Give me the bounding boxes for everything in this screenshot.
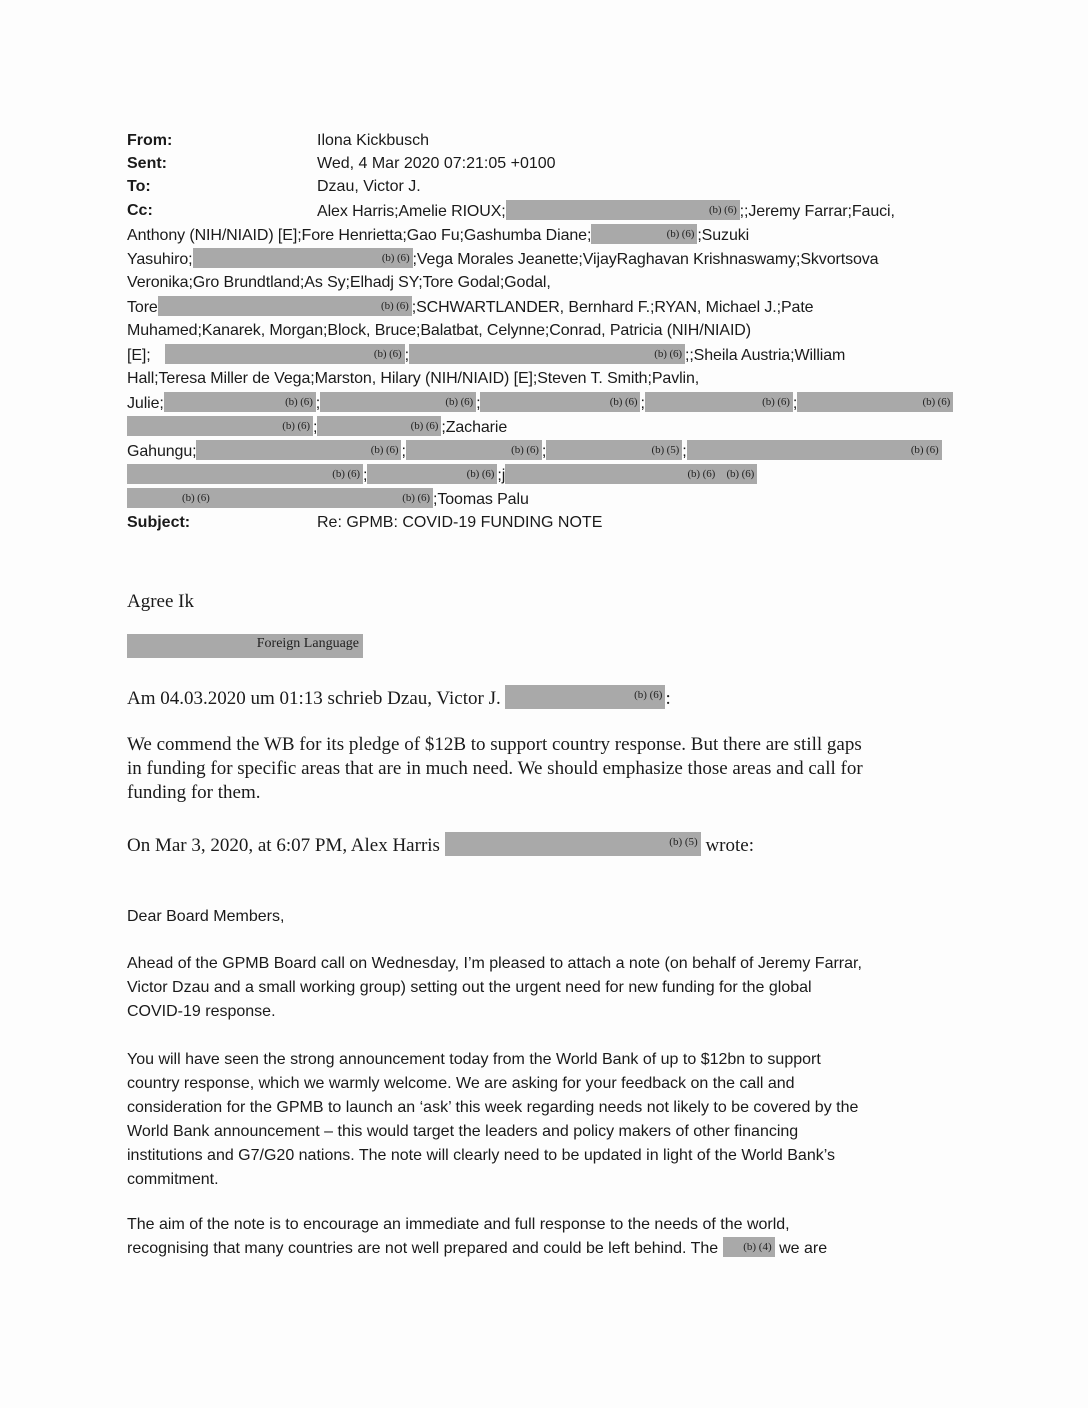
cc-separator: ; [640, 395, 645, 412]
quote-header [127, 685, 671, 711]
paragraph-line: Ahead of the GPMB Board call on Wednesday, I’m pleased to attach a note (on behalf of Jeremy Farrar, [127, 955, 862, 972]
cc-separator: ; [682, 443, 687, 460]
paragraph-line: Victor Dzau and a small working group) setting out the urgent need for new funding for the global [127, 979, 812, 996]
redaction-label: Foreign Language [256, 636, 359, 651]
cc-text: Yasuhiro; [127, 251, 193, 268]
paragraph-line: World Bank announcement – this would target the leaders and policy makers of other financing [127, 1123, 799, 1140]
cc-separator: ; [476, 395, 481, 412]
redaction-code: (b) (6) [410, 420, 439, 432]
sent-label: Sent: [127, 155, 167, 172]
redaction-box [480, 392, 640, 412]
redaction-code: (b) (6) [922, 396, 951, 408]
reply-text: Agree Ik [127, 591, 194, 612]
redaction-box [320, 392, 476, 412]
cc-line [127, 488, 529, 511]
redaction-box [546, 440, 682, 460]
cc-text: Julie; [127, 395, 164, 412]
cc-line [127, 416, 507, 439]
cc-separator: ; [792, 395, 798, 412]
cc-separator: ; [401, 443, 406, 460]
redaction-box [687, 440, 942, 460]
cc-text: ;SCHWARTLANDER, Bernhard F.;RYAN, Michael J.;Pate [411, 299, 814, 316]
redaction-code: (b) (4) [743, 1241, 772, 1253]
redaction-code: (b) (6) [182, 492, 210, 504]
redaction-code: (b) (6) [609, 396, 638, 408]
redaction-code: (b) (6) [666, 228, 695, 240]
cc-line [127, 392, 953, 415]
cc-separator: ; [363, 467, 368, 484]
redaction-box [591, 224, 697, 244]
redaction-code: (b) (6) [654, 348, 682, 360]
subject-label: Subject: [127, 514, 191, 531]
redaction-box [164, 392, 316, 412]
paragraph-text: recognising that many countries are not well prepared and could be left behind. The [127, 1240, 719, 1257]
redaction-box [506, 200, 740, 220]
redaction-code: (b) (5) [669, 836, 698, 848]
paragraph-line: You will have seen the strong announcement today from the World Bank of up to $12bn to support [127, 1051, 821, 1068]
redaction-box [193, 248, 413, 268]
cc-text: ;Toomas Palu [433, 491, 529, 508]
redaction-box [367, 464, 497, 484]
cc-line [127, 440, 942, 463]
redaction-box [196, 440, 401, 460]
redaction-box [158, 296, 412, 316]
paragraph-line: commitment. [127, 1171, 219, 1188]
cc-label: Cc: [127, 202, 153, 219]
redaction-box [127, 634, 363, 658]
cc-text: ;Zacharie [441, 419, 508, 436]
redaction-code: (b) (6) [511, 444, 539, 456]
cc-text: ;Vega Morales Jeanette;VijayRaghavan Krishnaswamy;Skvortsova [412, 251, 879, 268]
redaction-code: (b) (6) [445, 396, 474, 408]
redaction-code: (b) (6) [285, 396, 313, 408]
cc-text: ;;Jeremy Farrar;Fauci, [739, 203, 895, 220]
quote-header-text: On Mar 3, 2020, at 6:07 PM, Alex Harris [127, 835, 440, 856]
redaction-code: (b) (6) [687, 468, 716, 480]
cc-text: ;j [497, 467, 506, 484]
subject-value: Re: GPMB: COVID-19 FUNDING NOTE [317, 514, 603, 531]
cc-text: ;;Sheila Austria;William [684, 347, 846, 364]
cc-text: [E]; [127, 347, 151, 364]
quote-header-text: Am 04.03.2020 um 01:13 schrieb Dzau, Victor J. [127, 688, 501, 709]
cc-text: Gahungu; [127, 443, 197, 460]
cc-line [127, 296, 813, 319]
redaction-box [505, 685, 665, 709]
paragraph-line: funding for them. [127, 782, 261, 803]
cc-separator: ; [315, 395, 321, 412]
cc-separator: ; [541, 443, 547, 460]
quote-header-tail: wrote: [705, 835, 754, 856]
cc-line [317, 200, 895, 223]
greeting: Dear Board Members, [127, 908, 285, 925]
foreign-language-line [127, 634, 363, 660]
paragraph-text: we are [779, 1240, 828, 1257]
redaction-box [445, 832, 701, 856]
paragraph-line: COVID-19 response. [127, 1003, 276, 1020]
paragraph [127, 952, 967, 1024]
redaction-code: (b) (6) [466, 468, 495, 480]
quote-header [127, 832, 754, 858]
cc-line: Muhamed;Kanarek, Morgan;Block, Bruce;Balatbat, Celynne;Conrad, Patricia (NIH/NIAID) [127, 322, 751, 339]
dzau-message [127, 733, 967, 805]
redaction-box [723, 1237, 775, 1257]
cc-text: Anthony (NIH/NIAID) [E];Fore Henrietta;Gao Fu;Gashumba Diane; [127, 227, 592, 244]
cc-line [127, 248, 878, 271]
redaction-code: (b) (6) [762, 396, 790, 408]
cc-text: Tore [127, 299, 158, 316]
cc-separator: ; [313, 419, 318, 436]
quote-header-tail: : [665, 688, 671, 709]
from-label: From: [127, 132, 173, 149]
paragraph-line: The aim of the note is to encourage an immediate and full response to the needs of the world, [127, 1216, 790, 1233]
paragraph-line: consideration for the GPMB to launch an ‘ask’ this week regarding needs not likely to be covered by the [127, 1099, 859, 1116]
redaction-code: (b) (6) [332, 468, 360, 480]
redaction-code: (b) (5) [651, 444, 680, 456]
paragraph [127, 1213, 967, 1261]
redaction-box [165, 344, 405, 364]
cc-text: ;Suzuki [697, 227, 750, 244]
from-value: Ilona Kickbusch [317, 132, 430, 149]
paragraph [127, 1048, 967, 1192]
sent-value: Wed, 4 Mar 2020 07:21:05 +0100 [317, 155, 556, 172]
paragraph-line: We commend the WB for its pledge of $12B to support country response. But there are still gaps [127, 734, 862, 755]
redaction-code: (b) (6) [634, 689, 663, 701]
redaction-box [406, 440, 542, 460]
to-value: Dzau, Victor J. [317, 178, 421, 195]
redaction-code: (b) (6) [370, 444, 399, 456]
redaction-code: (b) (6) [708, 204, 737, 216]
redaction-box [797, 392, 953, 412]
cc-line: Veronika;Gro Brundtland;As Sy;Elhadj SY;Tore Godal;Godal, [127, 274, 551, 291]
to-label: To: [127, 178, 151, 195]
cc-line [127, 344, 845, 367]
redaction-code: (b) (6) [373, 348, 402, 360]
cc-text: ; [404, 347, 409, 364]
redaction-box [317, 416, 441, 436]
cc-line: Hall;Teresa Miller de Vega;Marston, Hilary (NIH/NIAID) [E];Steven T. Smith;Pavlin, [127, 370, 700, 387]
paragraph-line: country response, which we warmly welcome. We are asking for your feedback on the call and [127, 1075, 795, 1092]
paragraph-line [127, 1237, 967, 1261]
redaction-box [127, 488, 433, 508]
redaction-box [409, 344, 685, 364]
redaction-box [127, 464, 363, 484]
cc-text: Alex Harris;Amelie RIOUX; [317, 203, 506, 220]
redaction-code: (b) (6) [381, 252, 410, 264]
redaction-code: (b) (6) [282, 420, 310, 432]
cc-line [127, 464, 757, 487]
redaction-code: (b) (6) [381, 300, 409, 312]
redaction-code: (b) (6) [726, 468, 755, 480]
cc-line [127, 224, 749, 247]
paragraph-line: institutions and G7/G20 nations. The note will clearly need to be updated in light of the World Bank’s [127, 1147, 835, 1164]
redaction-code: (b) (6) [402, 492, 430, 504]
redaction-box [645, 392, 793, 412]
redaction-box [127, 416, 313, 436]
paragraph-line: in funding for specific areas that are in much need. We should emphasize those areas and call for [127, 758, 863, 779]
redaction-code: (b) (6) [910, 444, 939, 456]
redaction-box [505, 464, 757, 484]
